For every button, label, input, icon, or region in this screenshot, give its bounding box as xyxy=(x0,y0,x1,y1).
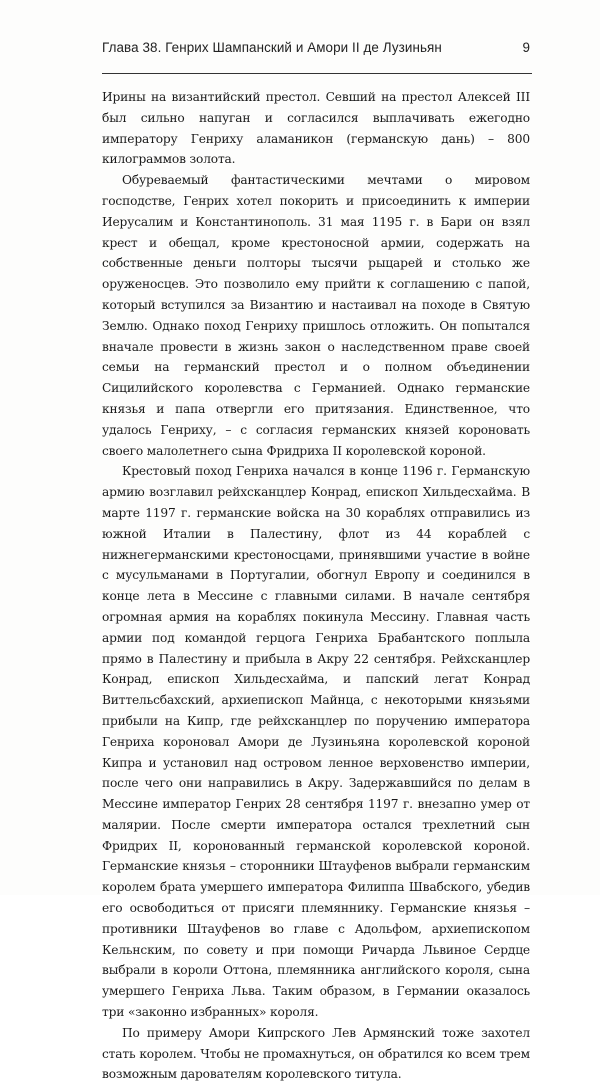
header-rule xyxy=(102,73,532,74)
paragraph-2: Обуреваемый фантастическими мечтами о мировом господстве, Генрих хотел покорить и присоединить к империи Иерусалим и Константинополь. 31 мая 1195 г. в Бари он взял крест и обещал, кроме крестоносной армии, содержать на собственные деньги полторы тысячи рыцарей и столько же оруженосцев. Это позволило ему прийти к соглашению с папой, который вступился за Византию и настаивал на походе в Святую Землю. Однако поход Генриху пришлось отложить. Он попытался вначале провести в жизнь закон о наследственном праве своей семьи на германский престол и о полном объединении Сицилийского королевства с Германией. Однако германские князья и папа отвергли его притязания. Единственное, что удалось Генриху, – с согласия германских князей короновать своего малолетнего сына Фридриха II королевской короной. xyxy=(102,173,530,458)
page-number: 9 xyxy=(522,40,530,55)
body-text xyxy=(102,87,530,1085)
paragraph-4: По примеру Амори Кипрского Лев Армянский тоже захотел стать королем. Чтобы не промахнуться, он обратился ко всем трем возможным дарователям королевского титула. xyxy=(102,1025,530,1082)
paragraph-3: Крестовый поход Генриха начался в конце 1196 г. Германскую армию возглавил рейхсканцлер Конрад, епископ Хильдесхайма. В марте 1197 г. германские войска на 30 кораблях отправились из южной Италии в Палестину, флот из 44 кораблей с нижнегерманскими крестоносцами, принявшими участие в войне с мусульманами в Португалии, обогнул Европу и соединился в конце лета в Мессине с главными силами. В начале сентября огромная армия на кораблях покинула Мессину. Главная часть армии под командой герцога Генриха Брабантского поплыла прямо в Палестину и прибыла в Акру 22 сентября. Рейхсканцлер Конрад, епископ Хильдесхайма, и папский легат Конрад Виттельсбахский, архиепископ Майнца, с некоторыми князьями прибыли на Кипр, где рейхсканцлер по поручению императора Генриха короновал Амори де Лузиньяна королевской короной Кипра и установил над островом ленное верховенство империи, после чего они направились в Акру. Задержавшийся по делам в Мессине император Генрих 28 сентября 1197 г. внезапно умер от малярии. После смерти императора остался трехлетний сын Фридрих II, коронованный германской королевской короной. Германские князья – сторонники Штауфенов выбрали германским королем брата умершего императора Филиппа Швабского, убедив его освободиться от присяги племяннику. Германские князья – противники Штауфенов во главе с Адольфом, архиепископом Кельнским, по совету и при помощи Ричарда Львиное Сердце выбрали в короли Оттона, племянника английского короля, сына умершего Генриха Льва. Таким образом, в Германии оказалось три «законно избранных» короля. xyxy=(102,464,530,1020)
running-head xyxy=(102,40,530,55)
chapter-title: Глава 38. Генрих Шампанский и Амори II де Лузиньян xyxy=(102,40,442,55)
paragraph-1: Ирины на византийский престол. Севший на престол Алексей III был сильно напуган и согласился выплачивать ежегодно императору Генриху аламаникон (германскую дань) – 800 килограммов золота. xyxy=(102,90,530,167)
